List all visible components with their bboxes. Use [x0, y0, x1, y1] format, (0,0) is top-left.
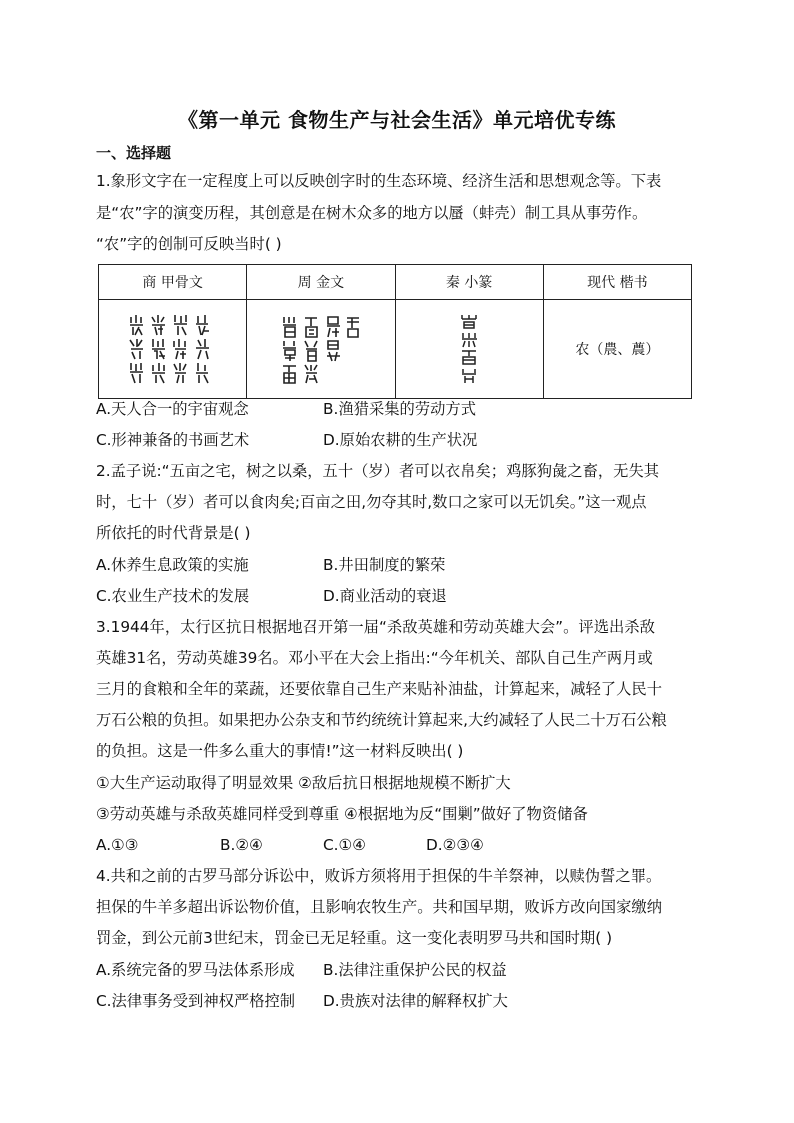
- q3-statement-line: ①大生产运动取得了明显效果 ②敌后抗日根据地规模不断扩大: [96, 774, 511, 792]
- q3-stem-line: 英雄31名，劳动英雄39名。邓小平在大会上指出:“今年机关、部队自己生产两月或: [96, 649, 653, 667]
- q4-option-b[interactable]: B.法律注重保护公民的权益: [323, 961, 507, 979]
- table-header-regular: 现代 楷书: [543, 265, 691, 300]
- q3-option-a[interactable]: A.①③: [96, 836, 139, 854]
- table-header-bronze: 周 金文: [247, 265, 395, 300]
- q1-stem-line: 1.象形文字在一定程度上可以反映创字时的生态环境、经济生活和思想观念等。下表: [96, 172, 662, 190]
- q1-stem-line: 是“农”字的演变历程，其创意是在树木众多的地方以蜃（蚌壳）制工具从事劳作。: [96, 204, 648, 222]
- q1-stem-line: “农”字的创制可反映当时( ): [96, 235, 282, 253]
- q3-option-d[interactable]: D.②③④: [426, 836, 484, 854]
- small-seal-glyphs-icon: [458, 311, 480, 387]
- oracle-bone-glyphs-icon: [125, 311, 221, 387]
- q3-stem-line: 万石公粮的负担。如果把办公杂支和节约统统计算起来,大约减轻了人民二十万石公粮: [96, 711, 667, 729]
- q4-option-a[interactable]: A.系统完备的罗马法体系形成: [96, 961, 295, 979]
- q2-option-c[interactable]: C.农业生产技术的发展: [96, 587, 250, 605]
- q2-option-d[interactable]: D.商业活动的衰退: [323, 587, 447, 605]
- table-header-seal: 秦 小篆: [395, 265, 543, 300]
- q4-option-c[interactable]: C.法律事务受到神权严格控制: [96, 992, 296, 1010]
- q4-stem-line: 4.共和之前的古罗马部分诉讼中，败诉方须将用于担保的牛羊祭神，以赎伪誓之罪。: [96, 867, 662, 885]
- bronze-inscription-glyphs-icon: [278, 311, 364, 387]
- page-title: 《第一单元 食物生产与社会生活》单元培优专练: [178, 108, 616, 132]
- q1-option-b[interactable]: B.渔猎采集的劳动方式: [323, 400, 477, 418]
- q4-stem-line: 罚金，到公元前3世纪末，罚金已无足轻重。这一变化表明罗马共和国时期( ): [96, 929, 613, 947]
- q3-option-b[interactable]: B.②④: [220, 836, 263, 854]
- table-header-oracle: 商 甲骨文: [99, 265, 247, 300]
- q1-option-a[interactable]: A.天人合一的宇宙观念: [96, 400, 249, 418]
- q2-stem-line: 时，七十（岁）者可以食肉矣;百亩之田,勿夺其时,数口之家可以无饥矣。”这一观点: [96, 493, 647, 511]
- q2-option-b[interactable]: B.井田制度的繁荣: [323, 556, 446, 574]
- oracle-bone-glyphs-image: [99, 300, 247, 399]
- q2-option-a[interactable]: A.休养生息政策的实施: [96, 556, 249, 574]
- q3-stem-line: 三月的食粮和全年的菜蔬，还要依靠自己生产来贴补油盐，计算起来，减轻了人民十: [96, 680, 662, 698]
- q2-stem-line: 2.孟子说:“五亩之宅，树之以桑，五十（岁）者可以衣帛矣；鸡豚狗彘之畜，无失其: [96, 462, 660, 480]
- q3-stem-line: 的负担。这是一件多么重大的事情!”这一材料反映出( ): [96, 742, 464, 760]
- q3-statement-line: ③劳动英雄与杀敌英雄同样受到尊重 ④根据地为反“围剿”做好了物资储备: [96, 805, 588, 823]
- bronze-inscription-glyphs-image: [247, 300, 395, 399]
- q1-option-d[interactable]: D.原始农耕的生产状况: [323, 431, 478, 449]
- q4-option-d[interactable]: D.贵族对法律的解释权扩大: [323, 992, 508, 1010]
- script-evolution-table: [98, 264, 692, 399]
- section-heading: 一、选择题: [96, 144, 172, 162]
- q1-option-c[interactable]: C.形神兼备的书画艺术: [96, 431, 250, 449]
- regular-script-character: 农（農、蕽）: [543, 300, 691, 399]
- q3-stem-line: 3.1944年，太行区抗日根据地召开第一届“杀敌英雄和劳动英雄大会”。评选出杀敌: [96, 618, 655, 636]
- small-seal-glyphs-image: [395, 300, 543, 399]
- q2-stem-line: 所依托的时代背景是( ): [96, 524, 251, 542]
- q4-stem-line: 担保的牛羊多超出诉讼物价值，且影响农牧生产。共和国早期，败诉方改向国家缴纳: [96, 898, 662, 916]
- q3-option-c[interactable]: C.①④: [323, 836, 366, 854]
